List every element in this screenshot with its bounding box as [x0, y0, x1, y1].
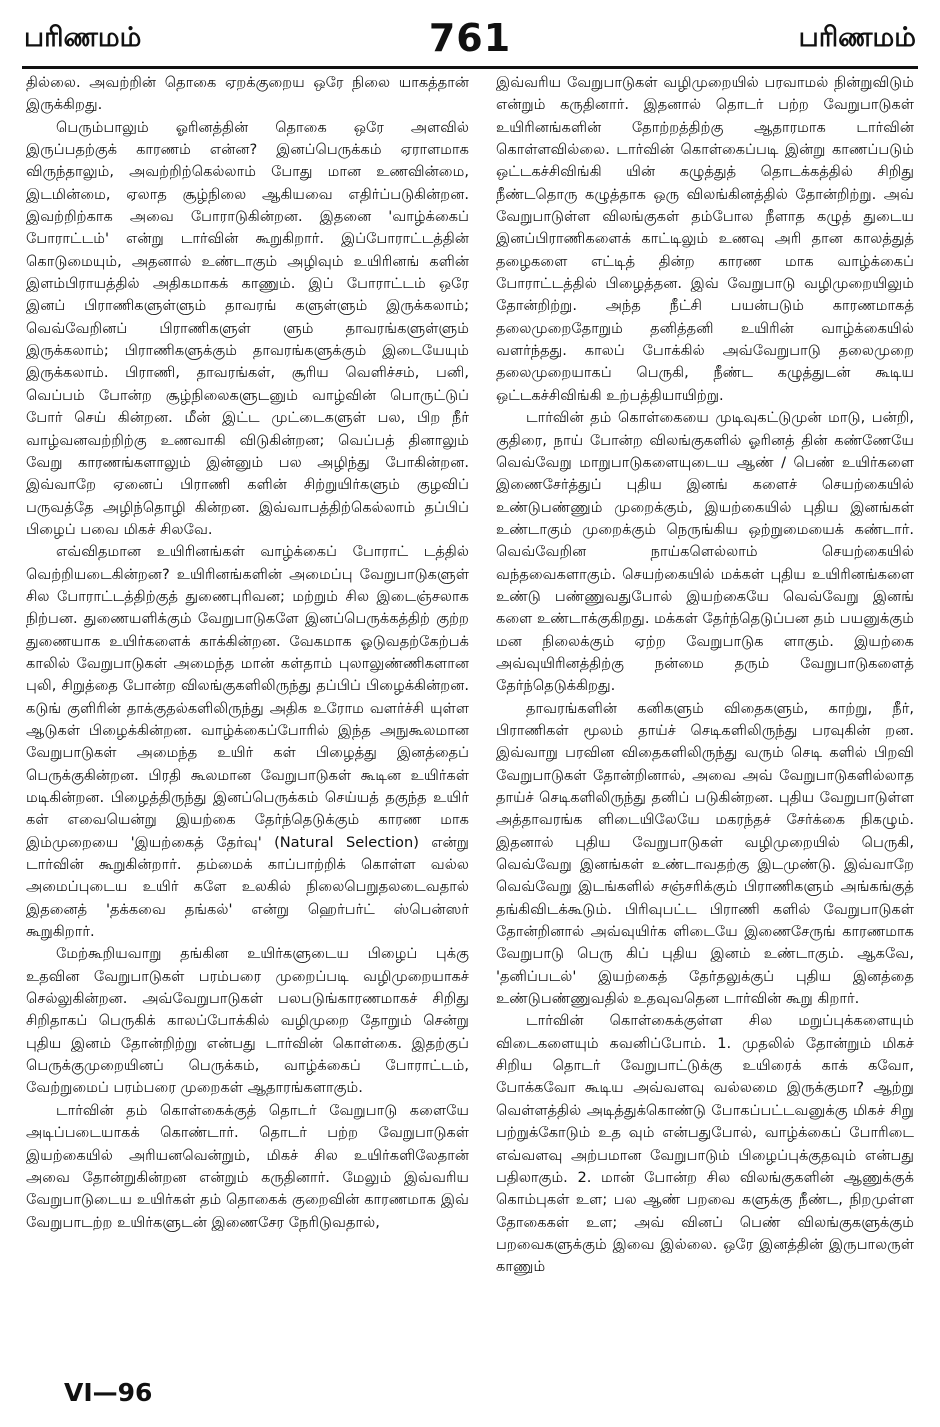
running-header	[24, 16, 916, 66]
left-column	[26, 72, 469, 1382]
header-right-title: பரிணமம்	[798, 22, 916, 53]
volume-page-marker: VI—96	[64, 1378, 153, 1407]
paragraph: தாவரங்களின் கனிகளும் விதைகளும், காற்று, நீர், பிராணிகள் மூலம் தாய்ச் செடிகளிலிருந்து பரவுகின் றன. இவ்வாறு பரவின விதைகளிலிருந்து வரும் செடி களில் பிறவி வேறுபாடுகள் தோன்றினால், அவை அவ் வேறுபாடுகளில்லாத தாய்ச் செடிகளிலிருந்து தனிப் படுகின்றன. புதிய வேறுபாடுள்ள அத்தாவரங்க ளிடையிலேயே மகரந்தச் சேர்க்கை நிகழும். இதனால் புதிய வேறுபாடுகள் வழிமுறையில் பெருகி, வெவ்வேறு இனங்கள் உண்டாவதற்கு இடமுண்டு. இவ்வாறே வெவ்வேறு இடங்களில் சஞ்சரிக்கும் பிராணிகளும் அங்கங்குத் தங்கிவிடக்கூடும். பிரிவுபட்ட பிராணி களில் வேறுபாடுகள் தோன்றினால் அவ்வுயிர்க ளிடையே இணைசேருங் காரணமாக வேறுபாடு பெரு கிப் புதிய இனம் உண்டாகும். ஆகவே, 'தனிப்படல்' இயற்கைத் தேர்தலுக்குப் புதிய இனத்தை உண்டுபண்ணுவதில் உதவுவதென டார்வின் கூறு கிறார்.	[496, 699, 914, 1008]
right-column	[496, 72, 914, 1382]
paragraph: டார்வின் தம் கொள்கையை முடிவுகட்டுமுன் மாடு, பன்றி, குதிரை, நாய் போன்ற விலங்குகளில் ஓரினத் தின் கண்ணேயே வெவ்வேறு மாறுபாடுகளையுடைய ஆண் / பெண் உயிர்களை இணைசேர்த்துப் புதிய இனங் களைச் செயற்கையில் உண்டுபண்ணும் முறைக்கும், இயற்கையில் புதிய இனங்கள் உண்டாகும் முறைக்கும் நெருங்கிய ஒற்றுமையைக் கண்டார். வெவ்வேறின நாய்களெல்லாம் செயற்கையில் வந்தவைகளாகும். செயற்கையில் மக்கள் புதிய உயிரினங்களை உண்டு பண்ணுவதுபோல் இயற்கையே வெவ்வேறு இனங் களை உண்டாக்குகிறது. மக்கள் தேர்ந்தெடுப்பன தம் பயனுக்கும் மன நிலைக்கும் ஏற்ற வேறுபாடுக ளாகும். இயற்கை அவ்வுயிரினத்திற்கு நன்மை தரும் வேறுபாடுகளைத் தேர்ந்தெடுக்கிறது.	[496, 409, 914, 695]
page-number: 761	[428, 16, 512, 60]
paragraph: டார்வின் தம் கொள்கைக்குத் தொடர் வேறுபாடு களையே அடிப்படையாகக் கொண்டார். தொடர் பற்ற வேறுபாடுகள் இயற்கையில் அரியனவென்றும், மிகச் சில உயிர்களிலேதான் அவை தோன்றுகின்றன என்றும் கருதினார். மேலும் இவ்வரிய வேறுபாடுடைய உயிர்கள் தம் தொகைக் குறைவின் காரணமாக இவ் வேறுபாடற்ற உயிர்களுடன் இணைசேர நேரிடுவதால்,	[26, 1101, 469, 1231]
paragraph: எவ்விதமான உயிரினங்கள் வாழ்க்கைப் போராட் டத்தில் வெற்றியடைகின்றன? உயிரினங்களின் அமைப்பு வேறுபாடுகளுள் சில போராட்டத்திற்குத் துணைபுரிவன; மற்றும் சில இடைஞ்சலாக நிற்பன. துணையளிக்கும் வேறுபாடுகளே இனப்பெருக்கத்திற் குற்ற துணையாக உயிர்களைக் காக்கின்றன. வேகமாக ஓடுவதற்கேற்பக் காலில் வேறுபாடுகள் அமைந்த மான் கள்தாம் புலாலுண்ணிகளான புலி, சிறுத்தை போன்ற விலங்குகளிலிருந்து தப்பிப் பிழைக்கின்றன. கடுங் குளிரின் தாக்குதல்களிலிருந்து அதிக உரோம வளர்ச்சி யுள்ள ஆடுகள் பிழைக்கின்றன. வாழ்க்கைப்போரில் இந்த அநுகூலமான வேறுபாடுகள் அமைந்த உயிர் கள் பிழைத்து இனத்தைப் பெருக்குகின்றன. பிரதி கூலமான வேறுபாடுகள் கூடின உயிர்கள் மடிகின்றன. பிழைத்திருந்து இனப்பெருக்கம் செய்யத் தகுந்த உயிர் கள் எவையென்று இயற்கை தேர்ந்தெடுக்கும் காரண மாக இம்முறையை 'இயற்கைத் தேர்வு' (Natural Selection) என்று டார்வின் கூறுகின்றார். தம்மைக் காப்பாற்றிக் கொள்ள வல்ல அமைப்புடைய உயிர் களே உலகில் நிலைபெறுதலடைவதால் இதனைத் 'தக்கவை தங்கல்' என்று ஹெர்பர்ட் ஸ்பென்ஸர் கூறுகிறார்.	[26, 543, 469, 941]
paragraph: தில்லை. அவற்றின் தொகை ஏறக்குறைய ஒரே நிலை யாகத்தான் இருக்கிறது.	[26, 74, 469, 114]
header-rule	[22, 66, 918, 69]
paragraph: டார்வின் கொள்கைக்குள்ள சில மறுப்புக்களையும் விடைகளையும் கவனிப்போம். 1. முதலில் தோன்றும் மிகச் சிறிய தொடர் வேறுபாட்டுக்கு உயிரைக் காக் கவோ, போக்கவோ கூடிய அவ்வளவு வல்லமை இருக்குமா? ஆற்று வெள்ளத்தில் அடித்துக்கொண்டு போகப்பட்டவனுக்கு மிகச் சிறு பற்றுக்கோடும் உத வும் என்பதுபோல், வாழ்க்கைப் போரிடை எவ்வளவு அற்பமான வேறுபாடும் பிழைப்புக்குதவும் என்பது பதிலாகும். 2. மான் போன்ற சில விலங்குகளின் ஆணுக்குக் கொம்புகள் உள; பல ஆண் பறவை களுக்கு நீண்ட, நிறமுள்ள தோகைகள் உள; அவ் வினப் பெண் விலங்குகளுக்கும் பறவைகளுக்கும் இவை இல்லை. ஒரே இனத்தின் இருபாலருள் காணும்	[496, 1012, 914, 1276]
header-left-title: பரிணமம்	[24, 22, 142, 53]
paragraph: மேற்கூறியவாறு தங்கின உயிர்களுடைய பிழைப் புக்கு உதவின வேறுபாடுகள் பரம்பரை முறைப்படி வழிமுறையாகச் செல்லுகின்றன. அவ்வேறுபாடுகள் பலபடுங்காரணமாகச் சிறிது சிறிதாகப் பெருகிக் காலப்போக்கில் வழிமுறை தோறும் சென்று புதிய இனம் தோன்றிற்று என்பது டார்வின் கொள்கை. இதற்குப் பெருக்குமுறையினப் பெருக்கம், வாழ்க்கைப் போராட்டம், வேற்றுமைப் பரம்பரை முறைகள் ஆதாரங்களாகும்.	[26, 945, 469, 1097]
paragraph: இவ்வரிய வேறுபாடுகள் வழிமுறையில் பரவாமல் நின்றுவிடும் என்றும் கருதினார். இதனால் தொடர் பற்ற வேறுபாடுகள் உயிரினங்களின் தோற்றத்திற்கு ஆதாரமாக டார்வின் கொள்ளவில்லை. டார்வின் கொள்கைப்படி இன்று காணப்படும் ஒட்டகச்சிவிங்கி யின் கழுத்துத் தொடக்கத்தில் சிறிது நீண்டதொரு கழுத்தாக ஒரு விலங்கினத்தில் தோன்றிற்று. அவ் வேறுபாடுள்ள விலங்குகள் தம்போல நீளாத கழுத் துடைய இனப்பிராணிகளைக் காட்டிலும் உணவு அரி தான காலத்துத் தழைகளை எட்டித் தின்ற காரண மாக வாழ்க்கைப் போராட்டத்தில் பிழைத்தன. இவ் வேறுபாடு வழிமுறையிலும் தோன்றிற்று. அந்த நீட்சி பயன்படும் காரணமாகத் தலைமுறைதோறும் தனித்தனி உயிரின் வாழ்க்கையில் வளர்ந்தது. காலப் போக்கில் அவ்வேறுபாடு தலைமுறை தலைமுறையாகப் பெருகி, நீண்ட கழுத்துடன் கூடிய ஒட்டகச்சிவிங்கி உற்பத்தியாயிற்று.	[496, 74, 914, 404]
paragraph: பெரும்பாலும் ஓரினத்தின் தொகை ஒரே அளவில் இருப்பதற்குக் காரணம் என்ன? இனப்பெருக்கம் ஏராளமாக விருந்தாலும், அவற்றிற்கெல்லாம் போது மான உணவின்மை, இடமின்மை, ஏலாத சூழ்நிலை ஆகியவை எதிர்ப்படுகின்றன. இவற்றிற்காக அவை போராடுகின்றன. இதனை 'வாழ்க்கைப் போராட்டம்' என்று டார்வின் கூறுகிறார். இப்போராட்டத்தின் கொடுமையும், அதனால் உண்டாகும் அழிவும் உயிரினங் களின் இளம்பிராயத்தில் அதிகமாகக் காணும். இப் போராட்டம் ஒரே இனப் பிராணிகளுள்ளும் தாவரங் களுள்ளும் இருக்கலாம்; வெவ்வேறினப் பிராணிகளுள் ளும் தாவரங்களுள்ளும் இருக்கலாம்; பிராணிகளுக்கும் தாவரங்களுக்கும் இடையேயும் இருக்கலாம். பிராணி, தாவரங்கள், சூரிய வெளிச்சம், பனி, வெப்பம் போன்ற சூழ்நிலைகளுடனும் வாழ்வின் பொருட்டுப் போர் செய் கின்றன. மீன் இட்ட முட்டைகளுள் பல, பிற நீர் வாழ்வனவற்றிற்கு உணவாகி விடுகின்றன; வெப்பத் தினாலும் வேறு காரணங்களாலும் இன்னும் பல அழிந்து போகின்றன. இவ்வாறே ஏனைப் பிராணி களின் சிற்றுயிர்களும் குழவிப் பருவத்தே அழிந்தொழி கின்றன. இவ்வாபத்திற்கெல்லாம் தப்பிப் பிழைப் பவை மிகச் சிலவே.	[26, 118, 469, 538]
